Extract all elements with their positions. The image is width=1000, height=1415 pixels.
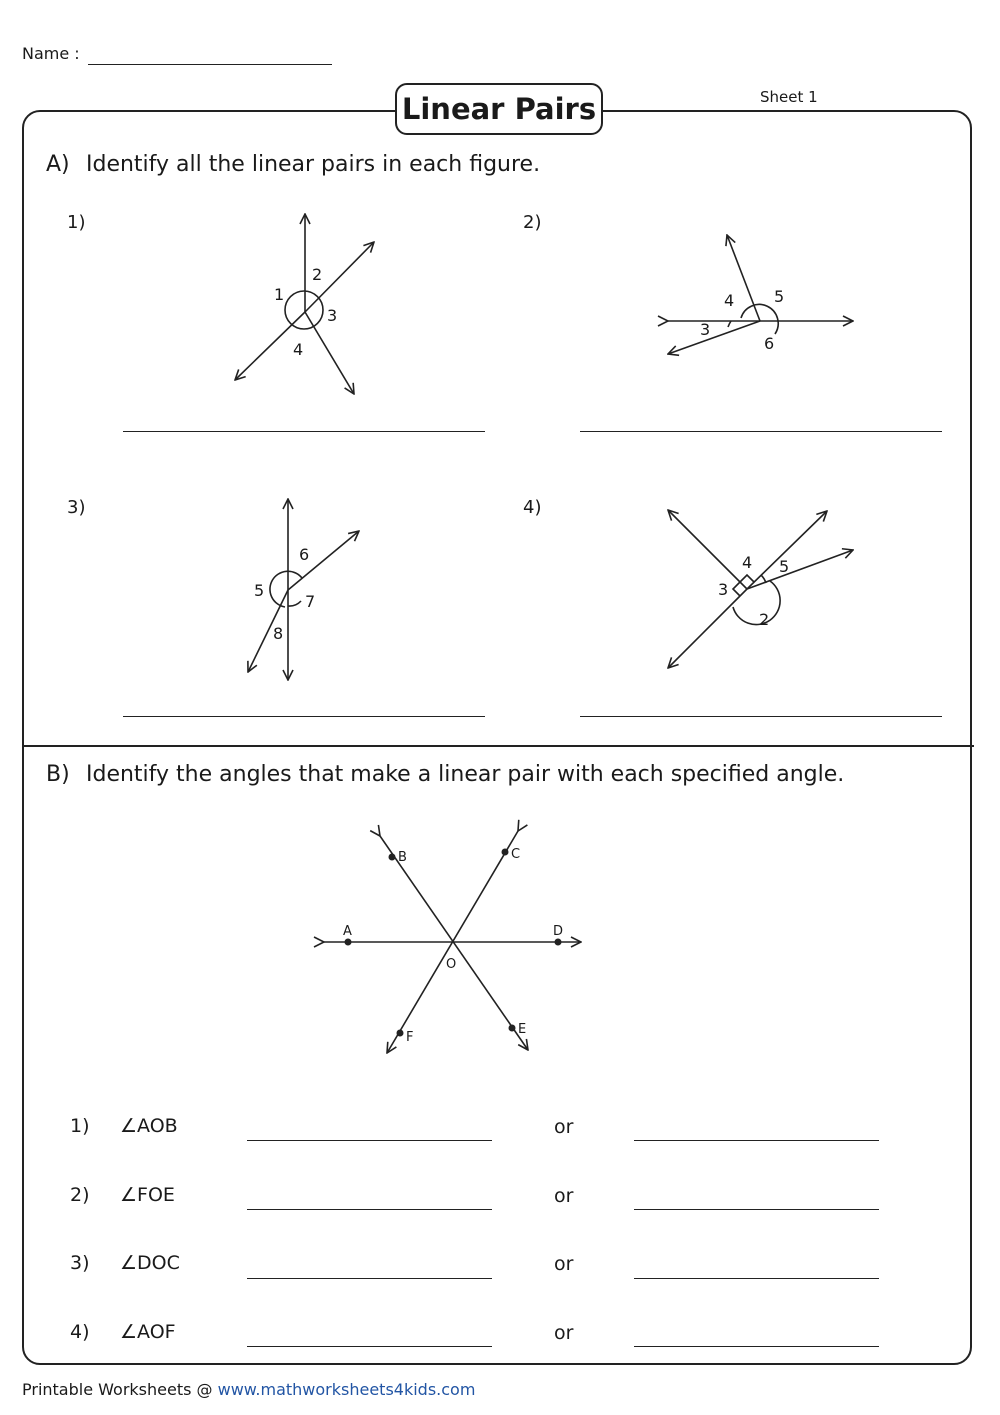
- b-q4-or: or: [554, 1322, 574, 1344]
- b-q1-number: 1): [70, 1115, 90, 1137]
- fig3-small-arc: [288, 601, 301, 606]
- b-q1-or: or: [554, 1116, 574, 1138]
- fig4-right-angle-left: [733, 582, 740, 596]
- figb-point-f: [397, 1030, 404, 1037]
- b-q1-angle: ∠AOB: [120, 1115, 178, 1137]
- b-q4-answer-1[interactable]: [247, 1346, 492, 1347]
- fig4-angle-arc: [733, 581, 780, 625]
- b-q1-answer-2[interactable]: [634, 1140, 879, 1141]
- b-q4-answer-2[interactable]: [634, 1346, 879, 1347]
- figb-label-b: B: [398, 850, 407, 865]
- fig1-angle-label-3: 3: [327, 306, 338, 325]
- figb-point-a: [345, 939, 352, 946]
- section-a-text: Identify all the linear pairs in each figure.: [86, 152, 541, 177]
- figb-label-o: O: [446, 957, 457, 972]
- fig1-angle-label-1: 1: [274, 285, 285, 304]
- b-q3-or: or: [554, 1253, 574, 1275]
- fig3-angle-arc: [270, 571, 302, 607]
- figure-3: [248, 499, 359, 680]
- fig4-ray-right: [747, 550, 853, 589]
- fig3-angle-label-8: 8: [273, 624, 284, 643]
- fig3-angle-label-6: 6: [299, 545, 310, 564]
- fig4-angle-label-3: 3: [718, 580, 729, 599]
- section-b-instruction: [46, 762, 844, 787]
- fig4-angle-label-4: 4: [742, 553, 753, 572]
- b-q2-number: 2): [70, 1184, 90, 1206]
- figb-label-d: D: [553, 924, 564, 939]
- problem-1-number: 1): [67, 212, 86, 233]
- fig1-angle-label-4: 4: [293, 340, 304, 359]
- section-b-letter: B): [46, 762, 70, 787]
- fig4-ray-upright: [747, 511, 827, 589]
- figb-point-d: [555, 939, 562, 946]
- b-q2-answer-2[interactable]: [634, 1209, 879, 1210]
- fig2-angle-label-3: 3: [700, 320, 711, 339]
- figb-label-e: E: [518, 1022, 527, 1037]
- footer-url-link[interactable]: www.mathworksheets4kids.com: [217, 1380, 476, 1399]
- figure-2: [668, 235, 853, 354]
- figure-b: [324, 831, 581, 1053]
- figure-4: [668, 510, 853, 668]
- name-label: Name :: [22, 44, 80, 63]
- b-q2-answer-1[interactable]: [247, 1209, 492, 1210]
- sheet-number: Sheet 1: [760, 88, 818, 106]
- fig1-angle-label-2: 2: [312, 265, 323, 284]
- fig4-ray-downleft: [668, 589, 747, 668]
- figb-line-be: [380, 836, 528, 1050]
- b-q4-angle: ∠AOF: [120, 1321, 176, 1343]
- fig2-angle-label-5: 5: [774, 287, 785, 306]
- section-b-text: Identify the angles that make a linear pair with each specified angle.: [86, 762, 845, 787]
- fig4-angle-label-5: 5: [779, 557, 790, 576]
- fig3-angle-label-5: 5: [254, 581, 265, 600]
- figb-point-b: [389, 854, 396, 861]
- footer-prefix: Printable Worksheets @: [22, 1380, 213, 1399]
- fig2-ray-downleft: [668, 321, 760, 354]
- figb-point-c: [502, 849, 509, 856]
- fig3-angle-label-7: 7: [305, 592, 316, 611]
- fig2-small-arc: [728, 321, 731, 327]
- figb-label-c: C: [511, 847, 521, 862]
- problem-2-number: 2): [523, 212, 542, 233]
- b-q3-number: 3): [70, 1252, 90, 1274]
- fig2-angle-label-4: 4: [724, 291, 735, 310]
- figb-label-a: A: [343, 924, 352, 939]
- section-a-letter: A): [46, 152, 70, 177]
- fig4-angle-label-2: 2: [759, 610, 770, 629]
- b-q3-answer-1[interactable]: [247, 1278, 492, 1279]
- b-q2-or: or: [554, 1185, 574, 1207]
- fig4-right-angle-top: [740, 575, 754, 582]
- fig2-angle-label-6: 6: [764, 334, 775, 353]
- b-q2-angle: ∠FOE: [120, 1184, 175, 1206]
- figb-label-f: F: [406, 1030, 414, 1045]
- page-title: Linear Pairs: [395, 83, 603, 135]
- footer: [22, 1380, 475, 1399]
- figure-1: [235, 214, 374, 394]
- b-q3-answer-2[interactable]: [634, 1278, 879, 1279]
- fig1-angle-arc: [285, 291, 323, 329]
- b-q4-number: 4): [70, 1321, 90, 1343]
- fig4-ray-upleft: [668, 510, 747, 589]
- figb-point-e: [509, 1025, 516, 1032]
- b-q1-answer-1[interactable]: [247, 1140, 492, 1141]
- problem-3-number: 3): [67, 497, 86, 518]
- problem-4-number: 4): [523, 497, 542, 518]
- b-q3-angle: ∠DOC: [120, 1252, 180, 1274]
- fig4-small-arc: [761, 575, 766, 583]
